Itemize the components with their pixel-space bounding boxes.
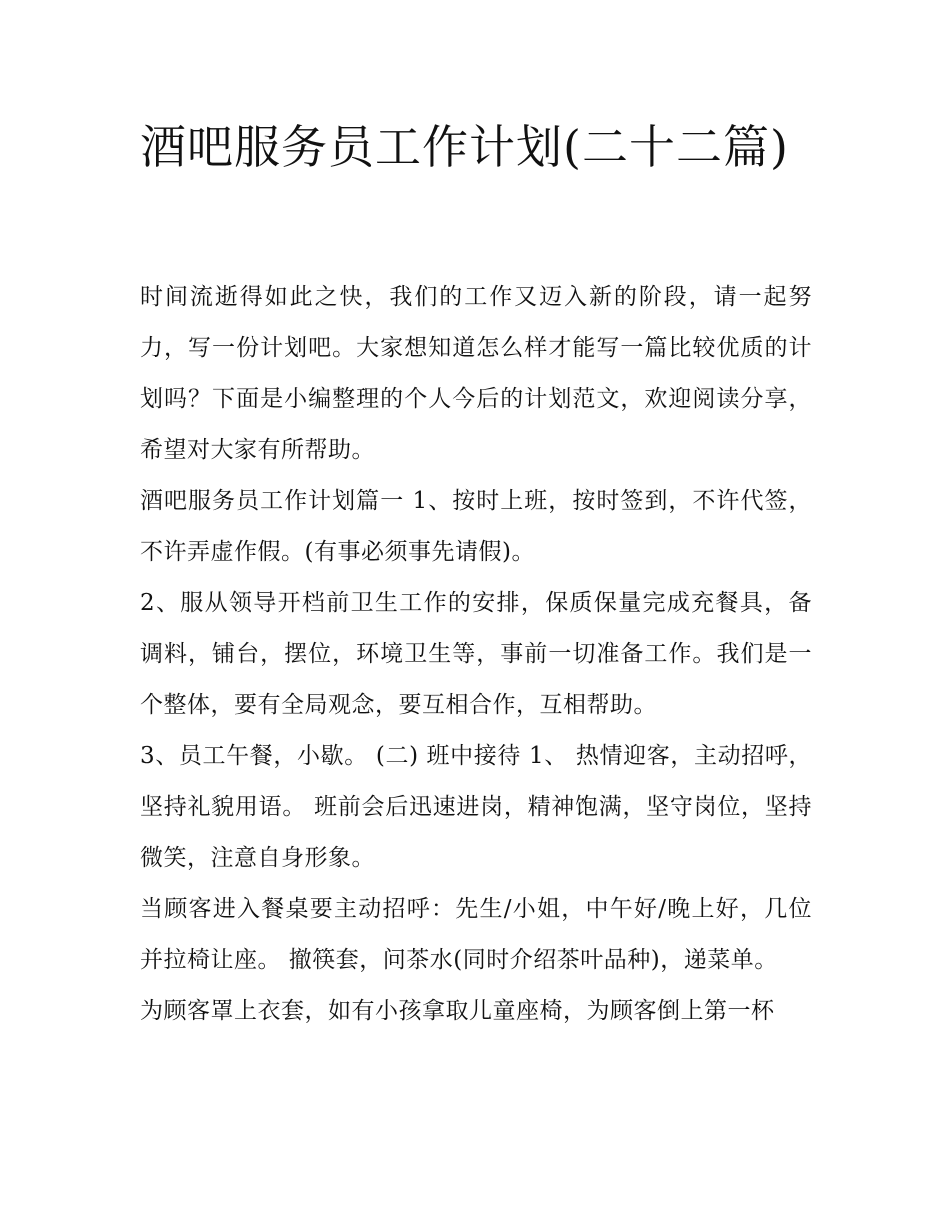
paragraph-greeting: 当顾客进入餐桌要主动招呼：先生/小姐，中午好/晚上好，几位并拉椅让座。 撤筷套，问茶水(同时介绍茶叶品种)，递菜单。 xyxy=(140,896,812,973)
paragraph-item-3: 3、员工午餐，小歇。 (二) 班中接待 1、 热情迎客，主动招呼，坚持礼貌用语。 班前会后迅速进岗，精神饱满，坚守岗位，坚持微笑，注意自身形象。 xyxy=(140,743,812,871)
paragraph-item-2: 2、服从领导开档前卫生工作的安排，保质保量完成充餐具，备调料，铺台，摆位，环境卫生等，事前一切准备工作。我们是一个整体，要有全局观念，要互相合作，互相帮助。 xyxy=(140,590,812,718)
document-title: 酒吧服务员工作计划(二十二篇) xyxy=(140,120,789,174)
paragraph-service: 为顾客罩上衣套，如有小孩拿取儿童座椅，为顾客倒上第一杯 xyxy=(140,998,775,1024)
paragraph-intro: 时间流逝得如此之快，我们的工作又迈入新的阶段，请一起努力，写一份计划吧。大家想知道怎么样才能写一篇比较优质的计划吗？下面是小编整理的个人今后的计划范文，欢迎阅读分享，希望对大家有所帮助。 xyxy=(140,284,812,463)
paragraph-item-1: 酒吧服务员工作计划篇一 1、按时上班，按时签到，不许代签，不许弄虚作假。(有事必须事先请假)。 xyxy=(140,488,812,565)
document-body xyxy=(140,272,812,1037)
